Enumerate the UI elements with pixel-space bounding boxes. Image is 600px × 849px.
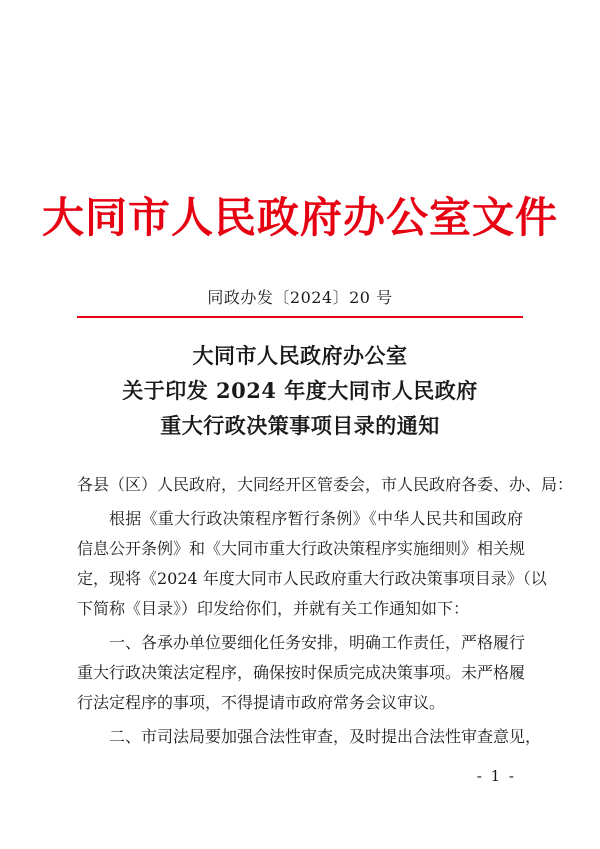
salutation: 各县（区）人民政府，大同经开区管委会，市人民政府各委、办、局： <box>77 475 574 494</box>
paragraph-line: 一、各承办单位要细化任务安排，明确工作责任，严格履行 <box>109 633 526 652</box>
document-body <box>77 470 574 752</box>
paragraph-line: 行法定程序的事项，不得提请市政府常务会议审议。 <box>77 693 446 712</box>
document-header-title: 大同市人民政府办公室文件 <box>41 193 558 242</box>
paragraph-line: 重大行政决策法定程序，确保按时保质完成决策事项。未严格履 <box>77 663 526 682</box>
paragraph-line: 定，现将《2024 年度大同市人民政府重大行政决策事项目录》（以 <box>77 569 547 588</box>
paragraph-line: 二、市司法局要加强合法性审查，及时提出合法性审查意见， <box>109 727 542 746</box>
paragraph-line: 下简称《目录》）印发给你们，并就有关工作通知如下： <box>77 599 470 618</box>
notice-title-line-1: 大同市人民政府办公室 <box>192 343 408 368</box>
paragraph-line: 根据《重大行政决策程序暂行条例》《中华人民共和国政府 <box>109 509 523 528</box>
document-number: 同政办发〔2024〕20 号 <box>207 288 393 307</box>
red-divider-rule <box>77 316 523 318</box>
paragraph-3 <box>77 722 542 752</box>
page-number: - 1 - <box>476 767 516 785</box>
notice-title-line-2: 关于印发 2024 年度大同市人民政府 <box>122 378 478 403</box>
paragraph-line: 信息公开条例》和《大同市重大行政决策程序实施细则》相关规 <box>77 539 526 558</box>
paragraph-1 <box>77 504 547 624</box>
notice-title-line-3: 重大行政决策事项目录的通知 <box>160 413 440 438</box>
notice-title <box>0 338 600 443</box>
paragraph-2 <box>77 628 526 718</box>
